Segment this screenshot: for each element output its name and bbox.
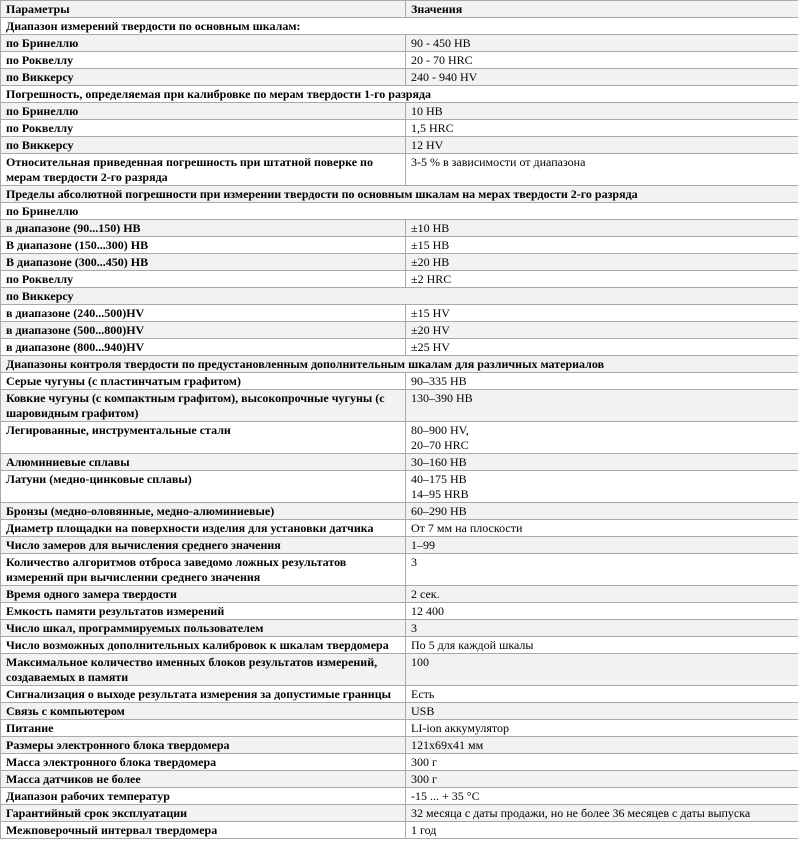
parameter-cell: Масса электронного блока твердомера [1, 754, 406, 771]
parameter-cell: в диапазоне (800...940)HV [1, 339, 406, 356]
table-row [1, 305, 798, 322]
parameter-cell: по Роквеллу [1, 120, 406, 137]
table-row [1, 737, 798, 754]
table-row [1, 69, 798, 86]
parameter-cell: Время одного замера твердости [1, 586, 406, 603]
value-cell: -15 ... + 35 °С [406, 788, 798, 805]
table-row [1, 686, 798, 703]
value-cell: 2 сек. [406, 586, 798, 603]
parameter-cell: Число замеров для вычисления среднего значения [1, 537, 406, 554]
table-row [1, 805, 798, 822]
value-cell: ±20 HB [406, 254, 798, 271]
table-row [1, 35, 798, 52]
value-cell: Есть [406, 686, 798, 703]
table-row [1, 554, 798, 586]
value-cell: ±2 HRC [406, 271, 798, 288]
parameter-cell: по Виккерсу [1, 137, 406, 154]
parameter-cell: по Бринеллю [1, 103, 406, 120]
value-cell: LI-ion аккумулятор [406, 720, 798, 737]
value-cell: 121х69х41 мм [406, 737, 798, 754]
table-row [1, 254, 798, 271]
value-cell: 1,5 HRC [406, 120, 798, 137]
table-row [1, 373, 798, 390]
parameter-cell: В диапазоне (300...450) НВ [1, 254, 406, 271]
value-cell: USB [406, 703, 798, 720]
parameter-cell: Ковкие чугуны (с компактным графитом), высокопрочные чугуны (с шаровидным графитом) [1, 390, 406, 422]
parameter-cell: Алюминиевые сплавы [1, 454, 406, 471]
value-cell: 80–900 HV, 20–70 HRC [406, 422, 798, 454]
value-cell: 12 400 [406, 603, 798, 620]
section-header-label: по Виккерсу [1, 288, 798, 305]
parameter-cell: Число шкал, программируемых пользователем [1, 620, 406, 637]
parameter-cell: по Бринеллю [1, 35, 406, 52]
parameter-cell: Бронзы (медно-оловянные, медно-алюминиевые) [1, 503, 406, 520]
section-header-row [1, 18, 798, 35]
parameter-cell: по Виккерсу [1, 69, 406, 86]
parameter-cell: в диапазоне (500...800)HV [1, 322, 406, 339]
table-body [1, 18, 798, 839]
table-row [1, 822, 798, 839]
parameter-cell: В диапазоне (150...300) НВ [1, 237, 406, 254]
section-header-label: Пределы абсолютной погрешности при измерении твердости по основным шкалам на мерах твердости 2-го разряда [1, 186, 798, 203]
section-header-row [1, 288, 798, 305]
value-cell: 1–99 [406, 537, 798, 554]
value-cell: ±25 HV [406, 339, 798, 356]
value-cell: 3 [406, 554, 798, 586]
table-row [1, 520, 798, 537]
value-cell: ±15 HB [406, 237, 798, 254]
table-row [1, 454, 798, 471]
value-cell: 3 [406, 620, 798, 637]
parameter-cell: Диаметр площадки на поверхности изделия для установки датчика [1, 520, 406, 537]
table-row [1, 720, 798, 737]
table-row [1, 339, 798, 356]
section-header-label: Диапазон измерений твердости по основным шкалам: [1, 18, 798, 35]
value-cell: 300 г [406, 771, 798, 788]
parameter-cell: Число возможных дополнительных калибровок к шкалам твердомера [1, 637, 406, 654]
column-header-parameters: Параметры [1, 1, 406, 18]
column-header-values: Значения [406, 1, 798, 18]
value-cell: 240 - 940 HV [406, 69, 798, 86]
table-row [1, 620, 798, 637]
table-row [1, 103, 798, 120]
table-row [1, 703, 798, 720]
table-row [1, 220, 798, 237]
parameter-cell: Легированные, инструментальные стали [1, 422, 406, 454]
value-cell: 3-5 % в зависимости от диапазона [406, 154, 798, 186]
value-cell: 300 г [406, 754, 798, 771]
parameter-cell: Относительная приведенная погрешность при штатной поверке по мерам твердости 2-го разряда [1, 154, 406, 186]
section-header-label: по Бринеллю [1, 203, 798, 220]
table-row [1, 137, 798, 154]
parameter-cell: Связь с компьютером [1, 703, 406, 720]
table-header-row [1, 1, 798, 18]
table-row [1, 503, 798, 520]
value-cell: 32 месяца с даты продажи, но не более 36 месяцев с даты выпуска [406, 805, 798, 822]
section-header-label: Погрешность, определяемая при калибровке по мерам твердости 1-го разряда [1, 86, 798, 103]
section-header-row [1, 356, 798, 373]
table-row [1, 390, 798, 422]
value-cell: По 5 для каждой шкалы [406, 637, 798, 654]
section-header-label: Диапазоны контроля твердости по предустановленным дополнительным шкалам для различных материалов [1, 356, 798, 373]
value-cell: ±20 HV [406, 322, 798, 339]
parameter-cell: Размеры электронного блока твердомера [1, 737, 406, 754]
value-cell: 30–160 HB [406, 454, 798, 471]
parameter-cell: Диапазон рабочих температур [1, 788, 406, 805]
value-cell: 90 - 450 HB [406, 35, 798, 52]
table-row [1, 771, 798, 788]
parameter-cell: Латуни (медно-цинковые сплавы) [1, 471, 406, 503]
value-cell: 90–335 HB [406, 373, 798, 390]
parameter-cell: Сигнализация о выходе результата измерения за допустимые границы [1, 686, 406, 703]
value-cell: 1 год [406, 822, 798, 839]
parameter-cell: Масса датчиков не более [1, 771, 406, 788]
value-cell: От 7 мм на плоскости [406, 520, 798, 537]
table-row [1, 637, 798, 654]
table-row [1, 788, 798, 805]
table-row [1, 271, 798, 288]
parameter-cell: Емкость памяти результатов измерений [1, 603, 406, 620]
value-cell: ±10 HB [406, 220, 798, 237]
table-row [1, 154, 798, 186]
section-header-row [1, 186, 798, 203]
value-cell: 40–175 HB 14–95 HRB [406, 471, 798, 503]
table-row [1, 754, 798, 771]
table-row [1, 52, 798, 69]
table-row [1, 120, 798, 137]
parameter-cell: по Роквеллу [1, 52, 406, 69]
section-header-row [1, 203, 798, 220]
parameter-cell: в диапазоне (90...150) НВ [1, 220, 406, 237]
parameter-cell: Серые чугуны (с пластинчатым графитом) [1, 373, 406, 390]
value-cell: ±15 HV [406, 305, 798, 322]
parameter-cell: Количество алгоритмов отброса заведомо ложных результатов измерений при вычислении среднего значения [1, 554, 406, 586]
parameter-cell: Гарантийный срок эксплуатации [1, 805, 406, 822]
parameter-cell: Межповерочный интервал твердомера [1, 822, 406, 839]
value-cell: 20 - 70 HRC [406, 52, 798, 69]
table-row [1, 237, 798, 254]
table-row [1, 422, 798, 454]
value-cell: 100 [406, 654, 798, 686]
table-row [1, 471, 798, 503]
value-cell: 60–290 HB [406, 503, 798, 520]
table-row [1, 537, 798, 554]
parameter-cell: по Роквеллу [1, 271, 406, 288]
parameter-cell: Питание [1, 720, 406, 737]
section-header-row [1, 86, 798, 103]
value-cell: 12 HV [406, 137, 798, 154]
table-row [1, 586, 798, 603]
parameter-cell: Максимальное количество именных блоков результатов измерений, создаваемых в памяти [1, 654, 406, 686]
parameter-cell: в диапазоне (240...500)HV [1, 305, 406, 322]
table-row [1, 603, 798, 620]
table-row [1, 654, 798, 686]
value-cell: 130–390 HB [406, 390, 798, 422]
table-row [1, 322, 798, 339]
value-cell: 10 HB [406, 103, 798, 120]
